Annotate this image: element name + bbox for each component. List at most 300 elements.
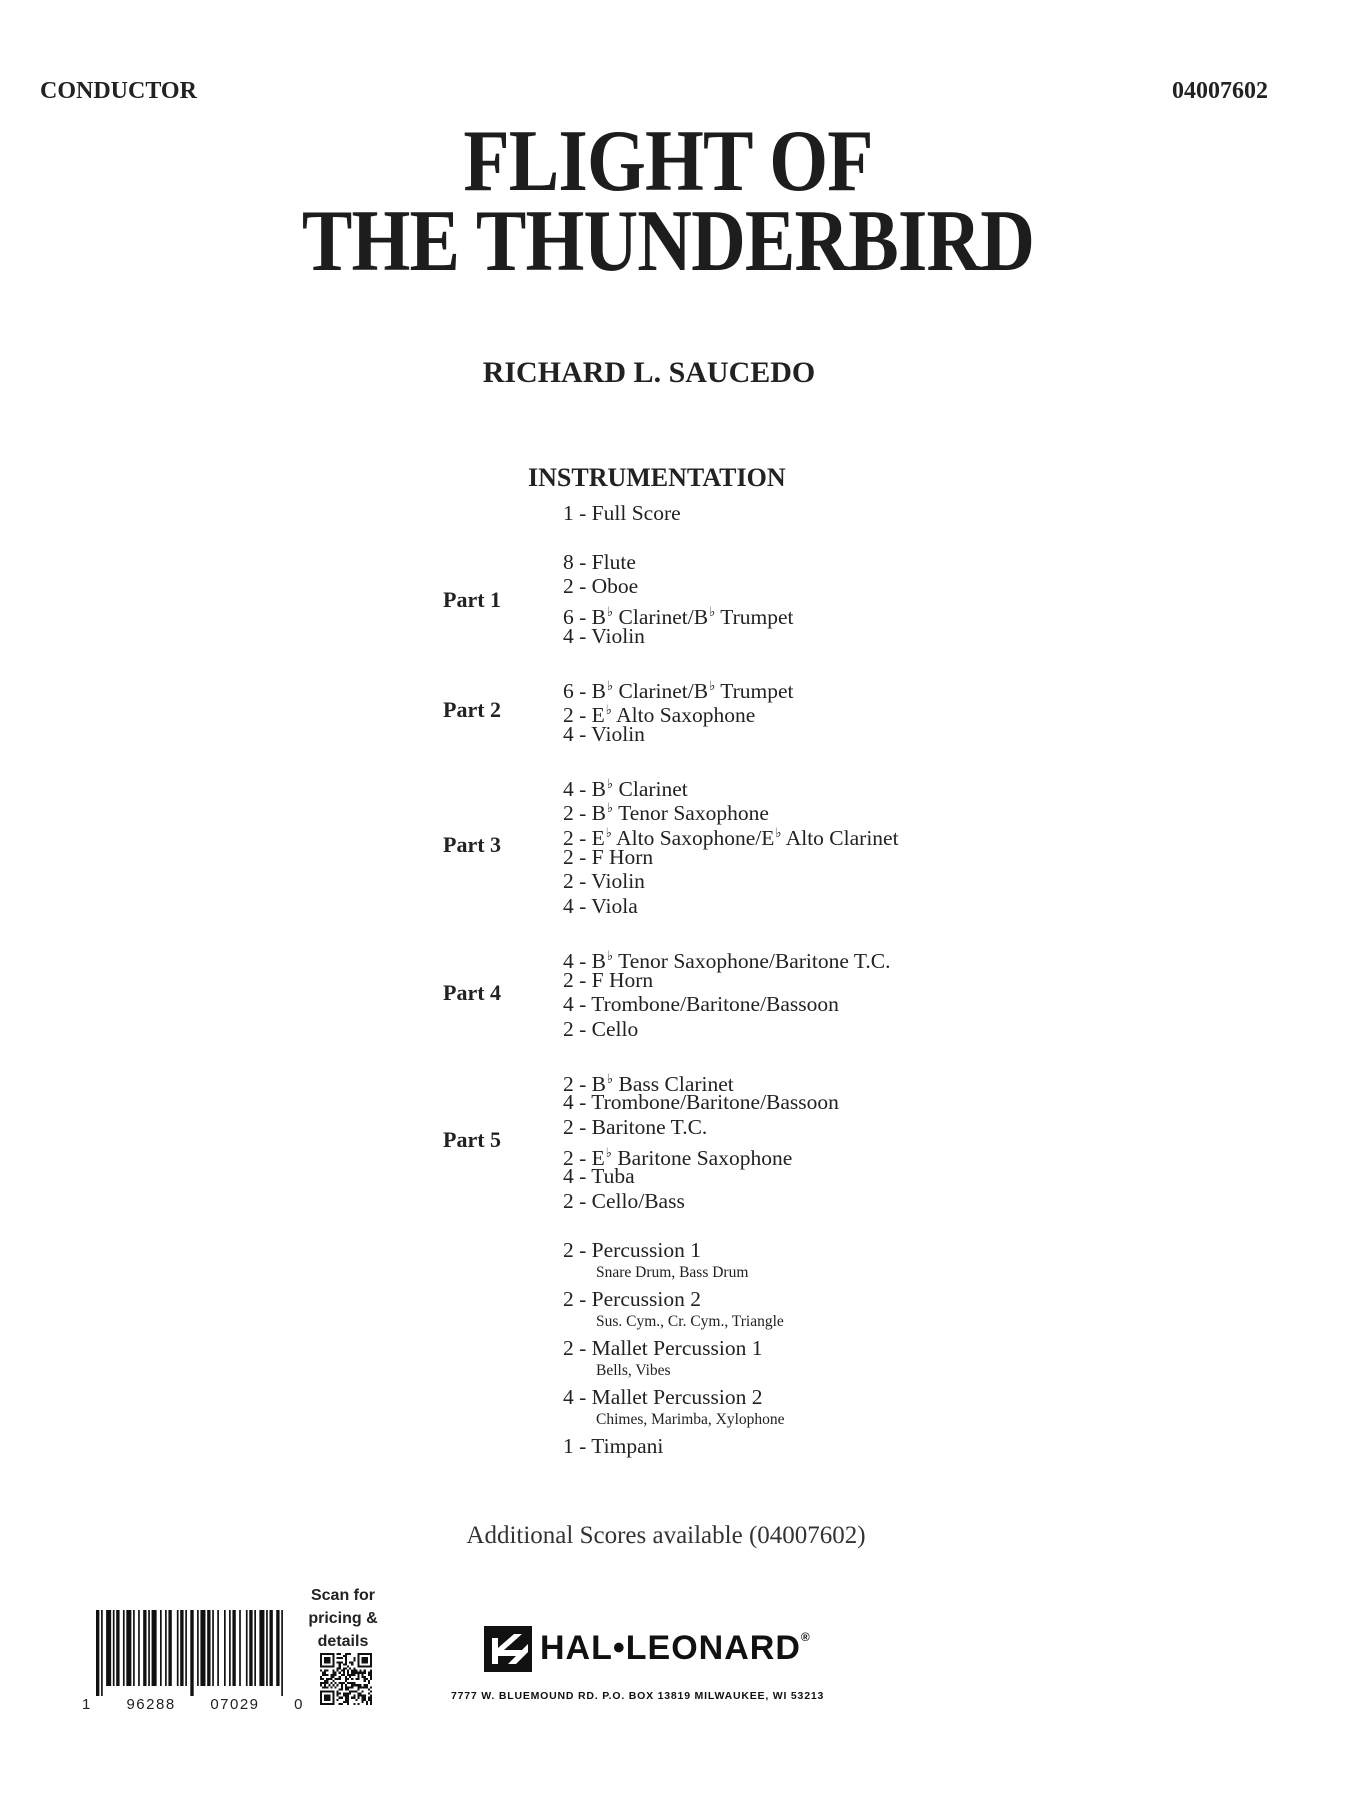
instrument-name: 4 - Mallet Percussion 2 [563, 1384, 763, 1409]
qr-module [332, 1672, 334, 1674]
qr-module [341, 1688, 343, 1690]
qr-module [320, 1684, 322, 1686]
qr-module [349, 1668, 351, 1670]
qr-module [355, 1672, 357, 1674]
qr-module [351, 1678, 353, 1680]
qr-module [337, 1668, 339, 1670]
qr-module [351, 1686, 353, 1688]
qr-module [366, 1701, 368, 1703]
qr-module [339, 1661, 341, 1663]
qr-module [362, 1674, 364, 1676]
qr-module [343, 1655, 345, 1657]
barcode-bar [133, 1610, 135, 1686]
qr-module [364, 1686, 366, 1688]
qr-module [360, 1672, 362, 1674]
flat-sign: ♭ [605, 825, 612, 840]
instrument-name: 8 - Flute [563, 549, 636, 574]
qr-module [322, 1686, 324, 1688]
instrument-name: 2 - B [563, 1071, 606, 1096]
qr-module [353, 1682, 355, 1684]
qr-module [341, 1697, 343, 1699]
instrument-name: 2 - E [563, 826, 605, 850]
publisher-address: 7777 W. BLUEMOUND RD. P.O. BOX 13819 MILWAUKEE, WI 53213 [451, 1690, 825, 1702]
barcode-bar [197, 1610, 199, 1686]
instrument-detail: Sus. Cym., Cr. Cym., Triangle [596, 1312, 784, 1330]
flat-sign: ♭ [709, 604, 716, 620]
qr-module [337, 1653, 339, 1655]
qr-module [322, 1682, 324, 1684]
flat-sign: ♭ [605, 1144, 612, 1160]
qr-module [357, 1697, 359, 1699]
qr-module [351, 1682, 353, 1684]
instrument-name: Alto Clarinet [781, 826, 899, 850]
qr-module [324, 1672, 326, 1674]
qr-module [320, 1676, 322, 1678]
qr-module [324, 1670, 326, 1672]
qr-module [328, 1684, 330, 1686]
barcode-bar [246, 1610, 248, 1686]
barcode-digits [82, 1696, 304, 1713]
qr-module [366, 1703, 368, 1705]
barcode-bar [106, 1610, 111, 1686]
qr-module [357, 1672, 359, 1674]
part-label: Part 3 [443, 832, 502, 858]
qr-module [339, 1678, 341, 1680]
instrument-name: 2 - Cello/Bass [563, 1189, 685, 1214]
qr-module [341, 1682, 343, 1684]
instrumentation-heading: INSTRUMENTATION [528, 463, 786, 492]
instrument-line [563, 869, 645, 894]
qr-module [353, 1695, 355, 1697]
qr-module [324, 1686, 326, 1688]
qr-module [362, 1697, 364, 1699]
qr-module [339, 1653, 341, 1655]
qr-module [364, 1678, 366, 1680]
qr-module [355, 1699, 357, 1701]
qr-module [351, 1661, 353, 1663]
qr-module [360, 1684, 362, 1686]
qr-module [330, 1686, 332, 1688]
qr-module [332, 1676, 334, 1678]
qr-module [353, 1657, 355, 1659]
publisher-name: HAL•LEONARD [540, 1629, 801, 1667]
qr-module [353, 1659, 355, 1661]
barcode-bar [217, 1610, 219, 1686]
qr-module [370, 1678, 372, 1680]
qr-module [349, 1653, 351, 1655]
instrument-name: 2 - E [563, 703, 605, 728]
instrument-line [563, 1115, 707, 1140]
instrument-name: 2 - Baritone T.C. [563, 1115, 708, 1139]
barcode-bar [180, 1610, 183, 1686]
qr-module [370, 1697, 372, 1699]
instrument-name: Alto Saxophone [611, 703, 756, 728]
qr-module [364, 1672, 366, 1674]
qr-module [366, 1684, 368, 1686]
qr-module [353, 1697, 355, 1699]
barcode-bar [138, 1610, 140, 1686]
qr-module [364, 1699, 366, 1701]
barcode-bar [116, 1610, 119, 1686]
barcode-bar [212, 1610, 214, 1686]
scan-label-line: Scan for [310, 1587, 375, 1604]
qr-module [322, 1674, 324, 1676]
qr-module [353, 1690, 355, 1692]
instrument-name: 2 - Oboe [563, 574, 639, 599]
qr-module [330, 1676, 332, 1678]
qr-module [349, 1661, 351, 1663]
qr-module [335, 1678, 337, 1680]
instrument-detail: Bells, Vibes [596, 1361, 671, 1379]
qr-module [345, 1699, 347, 1701]
qr-module [343, 1693, 345, 1695]
instrument-name: 1 - Timpani [563, 1433, 664, 1458]
qr-module [320, 1678, 322, 1680]
qr-module [347, 1693, 349, 1695]
qr-module [370, 1690, 372, 1692]
qr-module [335, 1672, 337, 1674]
instrument-line [563, 501, 681, 526]
barcode-bar [152, 1610, 157, 1686]
qr-module [364, 1676, 366, 1678]
qr-module [337, 1661, 339, 1663]
qr-module [347, 1678, 349, 1680]
barcode-bar [207, 1610, 210, 1686]
qr-module [341, 1686, 343, 1688]
instrument-name: Baritone Saxophone [611, 1145, 793, 1170]
qr-module [351, 1684, 353, 1686]
flat-sign: ♭ [607, 677, 614, 693]
scan-label-line: details [317, 1633, 369, 1650]
qr-module [357, 1674, 359, 1676]
qr-module [349, 1690, 351, 1692]
instrument-line [563, 1017, 638, 1042]
qr-module [332, 1680, 334, 1682]
qr-module [324, 1682, 326, 1684]
qr-module [345, 1693, 347, 1695]
qr-module [347, 1699, 349, 1701]
qr-module [364, 1680, 366, 1682]
barcode-bar [229, 1610, 231, 1686]
qr-module [355, 1670, 357, 1672]
qr-module [343, 1663, 345, 1665]
instrument-name: 6 - B [563, 605, 606, 630]
instrument-line [563, 1336, 762, 1361]
qr-module [339, 1693, 341, 1695]
qr-module [368, 1693, 370, 1695]
qr-module [343, 1682, 345, 1684]
barcode-icon [92, 1610, 292, 1696]
qr-module [345, 1661, 347, 1663]
flat-sign: ♭ [605, 702, 612, 718]
part-label: Part 1 [443, 586, 502, 612]
barcode-bar [177, 1610, 179, 1686]
qr-module [339, 1682, 341, 1684]
qr-module [353, 1668, 355, 1670]
qr-module [337, 1690, 339, 1692]
qr-module [335, 1674, 337, 1676]
qr-module [347, 1674, 349, 1676]
qr-module [347, 1672, 349, 1674]
qr-module [370, 1674, 372, 1676]
qr-module [345, 1676, 347, 1678]
qr-module [339, 1663, 341, 1665]
instrument-detail: Chimes, Marimba, Xylophone [596, 1410, 785, 1428]
qr-module [368, 1674, 370, 1676]
qr-module [368, 1697, 370, 1699]
qr-module [351, 1670, 353, 1672]
qr-module [345, 1688, 347, 1690]
qr-module [368, 1688, 370, 1690]
qr-module [364, 1695, 366, 1697]
instrument-name: 4 - Violin [563, 721, 645, 746]
instrument-line [563, 1385, 762, 1410]
qr-module [360, 1686, 362, 1688]
qr-module [347, 1688, 349, 1690]
qr-module [364, 1684, 366, 1686]
instrument-line [563, 722, 645, 747]
qr-module [349, 1674, 351, 1676]
qr-module [370, 1695, 372, 1697]
qr-module [355, 1690, 357, 1692]
qr-module [362, 1686, 364, 1688]
qr-module [357, 1688, 359, 1690]
qr-module [370, 1686, 372, 1688]
qr-module [360, 1693, 362, 1695]
qr-code-icon[interactable] [320, 1653, 372, 1705]
instrument-line [563, 845, 653, 870]
instrument-line [563, 1287, 701, 1312]
qr-module [339, 1688, 341, 1690]
qr-module [337, 1670, 339, 1672]
barcode-bar [224, 1610, 226, 1686]
qr-module [353, 1703, 355, 1705]
qr-module [357, 1684, 359, 1686]
upc-barcode [82, 1610, 304, 1713]
instrument-name: 2 - B [563, 801, 606, 826]
instrument-name: 6 - B [563, 678, 606, 703]
qr-module [357, 1703, 359, 1705]
qr-module [362, 1657, 368, 1663]
qr-module [349, 1686, 351, 1688]
barcode-bar [249, 1610, 252, 1686]
instrument-name: 2 - Percussion 2 [563, 1286, 701, 1311]
qr-module [370, 1670, 372, 1672]
qr-module [343, 1695, 345, 1697]
qr-module [332, 1684, 334, 1686]
flat-sign: ♭ [775, 825, 782, 840]
qr-module [343, 1701, 345, 1703]
qr-module [347, 1701, 349, 1703]
qr-module [341, 1661, 343, 1663]
instrument-name: Trumpet [715, 678, 794, 703]
qr-module [353, 1674, 355, 1676]
qr-module [351, 1663, 353, 1665]
qr-module [326, 1674, 328, 1676]
qr-module [341, 1684, 343, 1686]
qr-module [366, 1686, 368, 1688]
barcode-bar [281, 1610, 283, 1696]
instrument-name: 2 - E [563, 1145, 605, 1170]
flat-sign: ♭ [607, 1070, 614, 1086]
qr-module [347, 1670, 349, 1672]
barcode-bar [269, 1610, 272, 1686]
qr-module [345, 1697, 347, 1699]
qr-module [360, 1695, 362, 1697]
instrument-line [563, 992, 839, 1017]
qr-module [345, 1684, 347, 1686]
instrument-name: 4 - Tuba [563, 1164, 635, 1189]
instrument-name: 1 - Full Score [563, 501, 681, 525]
part-label: Part 4 [443, 979, 502, 1005]
qr-module [345, 1653, 347, 1655]
qr-module [345, 1701, 347, 1703]
qr-module [339, 1697, 341, 1699]
instrument-name: Clarinet/B [613, 678, 709, 703]
instrument-line [563, 1189, 685, 1214]
part-label: Part 2 [443, 697, 502, 723]
qr-module [362, 1701, 364, 1703]
qr-module [345, 1686, 347, 1688]
scan-label [306, 1584, 380, 1653]
qr-module [337, 1684, 339, 1686]
qr-module [332, 1670, 334, 1672]
qr-module [353, 1684, 355, 1686]
instrument-name: 4 - Trombone/Baritone/Bassoon [563, 1090, 839, 1115]
qr-module [368, 1682, 370, 1684]
qr-module [324, 1680, 326, 1682]
qr-module [368, 1699, 370, 1701]
barcode-bar [232, 1610, 235, 1686]
qr-module [345, 1663, 347, 1665]
scan-label-line: pricing & [308, 1610, 378, 1627]
instrument-name: Bass Clarinet [613, 1071, 734, 1096]
instrument-name: 2 - Violin [563, 869, 645, 894]
qr-module [322, 1678, 324, 1680]
instrument-name: Tenor Saxophone [613, 801, 769, 826]
qr-module [370, 1699, 372, 1701]
qr-module [326, 1686, 328, 1688]
qr-module [351, 1697, 353, 1699]
qr-module [345, 1657, 347, 1659]
qr-module [324, 1684, 326, 1686]
qr-module [347, 1665, 349, 1667]
barcode-digit-group: 96288 [126, 1696, 176, 1713]
barcode-bar [239, 1610, 241, 1686]
qr-module [343, 1672, 345, 1674]
qr-module [328, 1678, 330, 1680]
qr-module [332, 1674, 334, 1676]
instrument-name: 4 - B [563, 948, 606, 973]
qr-module [345, 1668, 347, 1670]
instrument-name: 2 - F Horn [563, 844, 654, 869]
qr-module [353, 1670, 355, 1672]
qr-module [362, 1672, 364, 1674]
flat-sign: ♭ [709, 677, 716, 693]
qr-module [339, 1668, 341, 1670]
instrument-line [563, 1090, 839, 1115]
barcode-bar [185, 1610, 187, 1686]
qr-module [368, 1672, 370, 1674]
instrument-name: 2 - F Horn [563, 967, 654, 992]
qr-module [366, 1678, 368, 1680]
qr-module [347, 1695, 349, 1697]
qr-module [322, 1672, 324, 1674]
instrument-name: 4 - Violin [563, 623, 645, 648]
qr-module [339, 1672, 341, 1674]
qr-module [339, 1657, 341, 1659]
qr-module [347, 1682, 349, 1684]
instrument-name: Clarinet/B [613, 605, 709, 630]
qr-module [337, 1699, 339, 1701]
part-label: Part 5 [443, 1127, 502, 1153]
barcode-bar [276, 1610, 279, 1686]
instrument-line [563, 1164, 635, 1189]
barcode-bar [148, 1610, 150, 1686]
registered-mark: ® [800, 1630, 811, 1644]
instrument-name: 2 - Mallet Percussion 1 [563, 1335, 763, 1360]
qr-module [355, 1684, 357, 1686]
instrument-name: 4 - B [563, 776, 606, 801]
qr-module [362, 1690, 364, 1692]
flat-sign: ♭ [607, 604, 614, 620]
qr-module [370, 1703, 372, 1705]
qr-module [353, 1672, 355, 1674]
qr-module [349, 1682, 351, 1684]
barcode-bar [123, 1610, 125, 1686]
instrument-line [563, 624, 645, 649]
qr-module [345, 1678, 347, 1680]
qr-module [330, 1682, 332, 1684]
barcode-bar [200, 1610, 205, 1686]
flat-sign: ♭ [607, 800, 614, 816]
qr-module [337, 1693, 339, 1695]
qr-module [337, 1657, 339, 1659]
title-line-1: FLIGHT OF [463, 113, 873, 210]
qr-module [326, 1670, 328, 1672]
barcode-bar [259, 1610, 264, 1686]
barcode-bar [165, 1610, 167, 1686]
instrument-name: 4 - Viola [563, 894, 638, 919]
composer-name: RICHARD L. SAUCEDO [482, 356, 816, 389]
qr-module [364, 1670, 366, 1672]
barcode-bar [143, 1610, 146, 1686]
qr-module [349, 1676, 351, 1678]
qr-module [339, 1703, 341, 1705]
qr-module [337, 1678, 339, 1680]
instrument-name: Tenor Saxophone/Baritone T.C. [613, 948, 891, 973]
qr-module [341, 1657, 343, 1659]
qr-module [326, 1682, 328, 1684]
barcode-bar [254, 1610, 256, 1686]
qr-module [357, 1695, 359, 1697]
instrument-line [563, 968, 653, 993]
qr-module [339, 1665, 341, 1667]
qr-module [357, 1686, 359, 1688]
qr-module [347, 1703, 349, 1705]
qr-module [370, 1672, 372, 1674]
qr-module [343, 1670, 345, 1672]
instrument-line [563, 1238, 701, 1263]
qr-module [330, 1674, 332, 1676]
qr-module [320, 1682, 322, 1684]
qr-module [370, 1701, 372, 1703]
instrument-name: 2 - Percussion 1 [563, 1237, 701, 1262]
instrument-name: 2 - Cello [563, 1016, 639, 1041]
barcode-bar [113, 1610, 115, 1686]
qr-module [370, 1676, 372, 1678]
qr-module [339, 1676, 341, 1678]
